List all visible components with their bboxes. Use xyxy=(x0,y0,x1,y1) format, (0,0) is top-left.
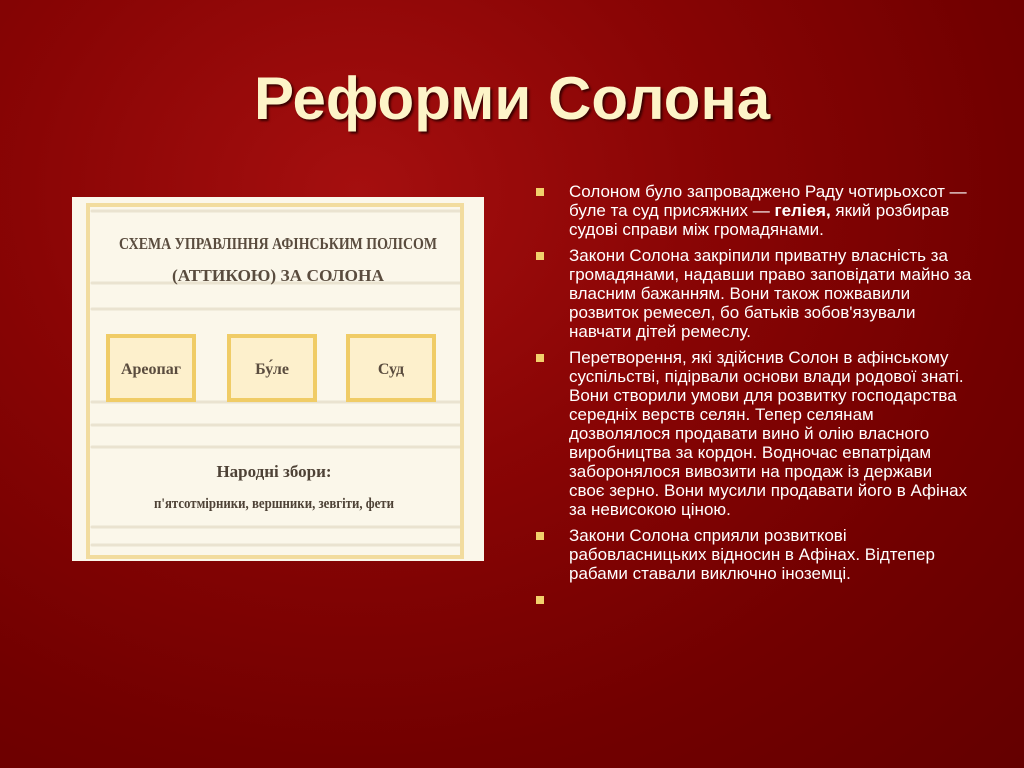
bullet-item-2 xyxy=(536,246,972,341)
square-bullet-icon xyxy=(536,252,544,260)
slide-title: Реформи Солона xyxy=(253,65,771,132)
square-bullet-icon xyxy=(536,188,544,196)
bullet-1-text-end: який розбирав судові справи між громадянами. xyxy=(569,201,950,239)
assembly-classes: п'ятсотмірники, вершники, зевгіти, фети xyxy=(154,496,395,512)
scheme-heading-line1: СХЕМА УПРАВЛІННЯ АФІНСЬКИМ ПОЛІСОМ xyxy=(119,234,437,253)
bullet-item-4 xyxy=(536,526,972,583)
bullet-list xyxy=(536,182,972,616)
solon-government-scheme-image xyxy=(72,197,484,561)
bullet-item-3 xyxy=(536,348,972,519)
bullet-3-text: Перетворення, які здійснив Солон в афінському суспільстві, підірвали основи влади родової знаті. Вони створили умови для розвитку господарства середніх верств селян. Тепер селянам дозволялося продавати вино й олію власного виробництва за кордон. Водночас евпатрідам заборонялося вивозити на продаж із держави своє зерно. Вони мусили продавати його в Афінах за невисокою ціною. xyxy=(569,348,968,519)
square-bullet-icon xyxy=(536,354,544,362)
bullet-4-text: Закони Солона сприяли розвиткові рабовласницьких відносин в Афінах. Відтепер рабами ставали виключно іноземці. xyxy=(569,526,935,583)
box-boule-label: Бу́ле xyxy=(255,361,289,378)
bullet-item-1 xyxy=(536,182,972,239)
assembly-title: Народні збори: xyxy=(216,462,332,481)
bullet-2-text: Закони Солона закріпили приватну власність за громадянами, надавши право заповідати майно за власним бажанням. Вони також пожвавили розвиток ремесел, бо батьків зобов'язували навчати дітей ремеслу. xyxy=(569,246,972,341)
box-areopagus-label: Ареопаг xyxy=(120,361,182,378)
scheme-heading-line2: (АТТИКОЮ) ЗА СОЛОНА xyxy=(172,266,385,285)
bullet-1-text: Солоном було запроваджено Раду чотирьохсот — буле та суд присяжних — xyxy=(569,182,967,220)
square-bullet-icon xyxy=(536,532,544,540)
square-bullet-icon xyxy=(536,596,544,604)
bullet-1-bold-term: геліея, xyxy=(774,201,831,220)
bullet-item-5-empty xyxy=(536,590,972,609)
box-court-label: Суд xyxy=(377,361,405,378)
